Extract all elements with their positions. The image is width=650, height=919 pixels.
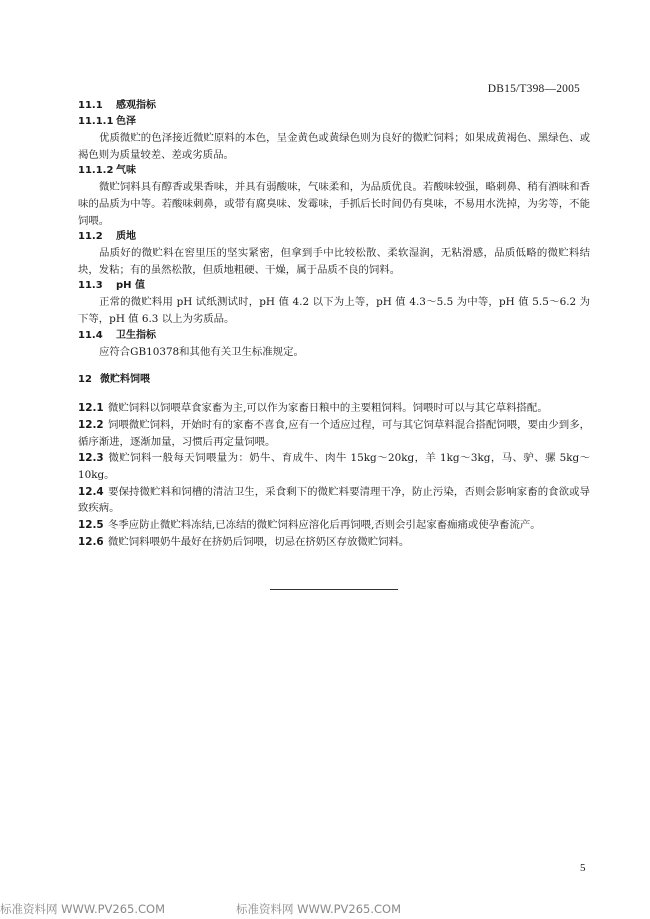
section-title: 感观指标 xyxy=(116,100,156,111)
item-number: 12.5 xyxy=(78,518,104,531)
section-number: 11.1.1 xyxy=(78,116,114,127)
section-11-2-text: 品质好的微贮料在窖里压的坚实紧密，但拿到手中比较松散、柔软湿润，无粘滑感，品质低略的微贮料结块，发粘；有的虽然松散，但质地粗硬、干燥，属于品质不良的饲料。 xyxy=(78,247,590,276)
item-number: 12.6 xyxy=(78,535,104,548)
standard-code: DB15/T398—2005 xyxy=(487,83,580,95)
watermark-right: 标准资料网 WWW.PV265.COM xyxy=(236,902,402,916)
section-11-1-1-text: 优质微贮的色泽接近微贮原料的本色，呈金黄色或黄绿色则为良好的微贮饲料；如果成黄褐色、黑绿色、或褐色则为质量较差、差或劣质品。 xyxy=(78,132,590,161)
item-text: 要保持微贮料和饲槽的清洁卫生，采食剩下的微贮料要清理干净，防止污染，否则会影响家畜的食欲或导致疾病。 xyxy=(78,485,590,515)
section-title: 气味 xyxy=(116,165,136,177)
page-number: 5 xyxy=(580,862,586,874)
section-11-3-heading xyxy=(78,278,590,294)
list-item xyxy=(78,450,590,483)
item-text: 微贮饲料一般每天饲喂量为：奶牛、育成牛、肉牛 15kg～20kg，羊 1kg～3kg，马、驴、骡 5kg～10kg。 xyxy=(78,452,590,481)
item-text: 微贮饲料喂奶牛最好在挤奶后饲喂，切忌在挤奶区存放微贮饲料。 xyxy=(108,535,410,548)
list-item xyxy=(78,484,590,517)
list-item xyxy=(78,417,590,450)
section-title: 微贮料饲喂 xyxy=(100,374,150,386)
section-11-4-heading xyxy=(78,328,590,344)
item-number: 12.4 xyxy=(78,485,104,498)
section-11-1-heading xyxy=(78,98,590,114)
document-body xyxy=(78,98,590,550)
section-11-2-heading xyxy=(78,229,590,245)
watermark-left: 标准资料网 WWW.PV265.COM xyxy=(0,902,166,916)
section-number: 11.2 xyxy=(78,231,103,243)
item-number: 12.1 xyxy=(78,402,104,415)
list-item xyxy=(78,534,590,551)
section-11-1-2-heading xyxy=(78,163,590,179)
item-text: 微贮饲料以饲喂草食家畜为主,可以作为家畜日粮中的主要粗饲料。饲喂时可以与其它草料搭配。 xyxy=(108,402,548,415)
section-title: 卫生指标 xyxy=(116,329,156,341)
section-title: 色泽 xyxy=(116,116,136,127)
section-number: 11.4 xyxy=(78,329,103,341)
section-number: 11.3 xyxy=(78,280,103,292)
item-text: 冬季应防止微贮料冻结,已冻结的微贮饲料应溶化后再饲喂,否则会引起家畜痂痛或使孕畜流产。 xyxy=(108,518,541,531)
list-item xyxy=(78,400,590,417)
section-11-1-2-text: 微贮饲料具有醇香或果香味，并具有弱酸味，气味柔和，为品质优良。若酸味较强，略刺鼻、稍有酒味和香味的品质为中等。若酸味刺鼻，或带有腐臭味、发霉味，手抓后长时间仍有臭味，不易用水洗掉，为劣等，不能饲喂。 xyxy=(78,181,590,227)
list-item xyxy=(78,517,590,534)
section-12-heading xyxy=(78,372,590,388)
section-11-4-text: 应符合GB10378和其他有关卫生标准规定。 xyxy=(99,345,304,358)
section-title: 质地 xyxy=(116,231,136,243)
section-number: 12 xyxy=(78,374,92,386)
section-number: 11.1.2 xyxy=(78,165,114,177)
item-number: 12.3 xyxy=(78,452,104,465)
item-number: 12.2 xyxy=(78,419,104,432)
section-number: 11.1 xyxy=(78,100,103,111)
end-rule xyxy=(270,589,398,590)
section-11-1-1-heading xyxy=(78,114,590,130)
section-11-3-text: 正常的微贮料用 pH 试纸测试时，pH 值 4.2 以下为上等，pH 值 4.3～5.5 为中等，pH 值 5.5～6.2 为下等，pH 值 6.3 以上为劣质品。 xyxy=(78,296,590,326)
item-text: 饲喂微贮饲料，开始时有的家畜不喜食,应有一个适应过程，可与其它饲草料混合搭配饲喂，要由少到多，循序渐进，逐渐加量，习惯后再定量饲喂。 xyxy=(78,419,590,448)
section-title: pH 值 xyxy=(116,280,146,292)
